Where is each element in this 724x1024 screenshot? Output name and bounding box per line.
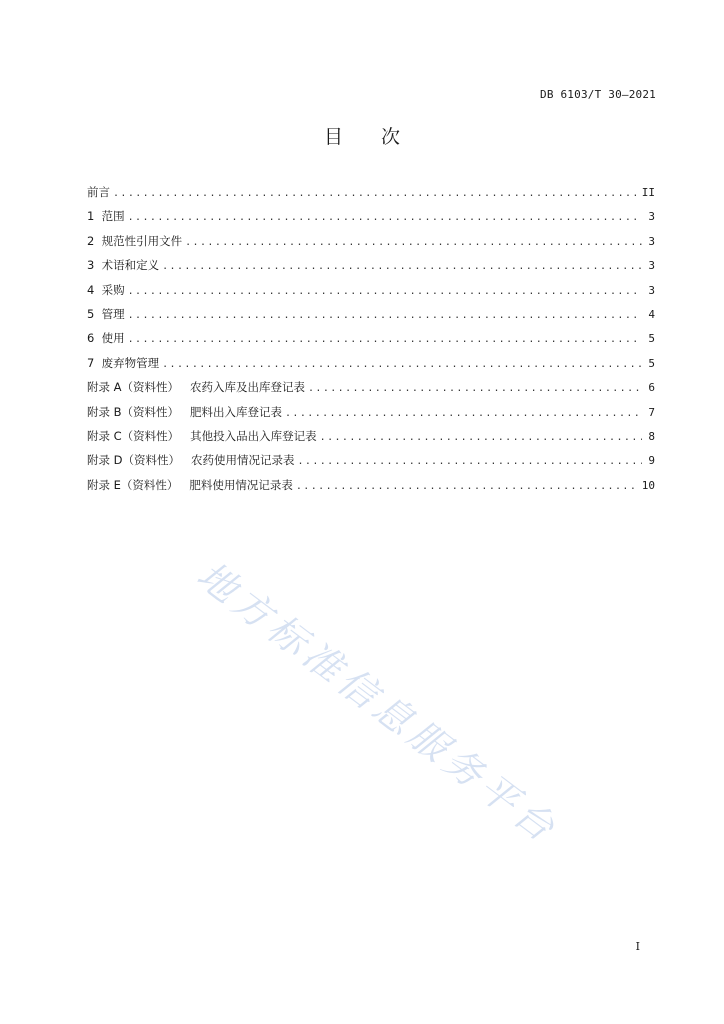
toc-entry-label: 5 管理 xyxy=(87,306,125,321)
toc-entry-appendix-b[interactable] xyxy=(87,404,655,428)
toc-entry-appendix-d[interactable] xyxy=(87,452,655,476)
title-char-2: 次 xyxy=(381,126,401,148)
toc-entry-page: II xyxy=(641,186,655,199)
toc-entry-label: 附录 B（资料性） 肥料出入库登记表 xyxy=(87,404,283,419)
toc-entry-page: 9 xyxy=(648,454,655,468)
toc-entry-scope[interactable] xyxy=(87,208,655,232)
toc-entry-page: 10 xyxy=(641,478,655,492)
toc-entry-procurement[interactable] xyxy=(87,282,655,306)
toc-entry-page: 3 xyxy=(648,259,655,273)
toc-entry-appendix-e[interactable] xyxy=(87,477,655,501)
toc-dot-leader xyxy=(162,359,642,370)
toc-entry-label: 附录 A（资料性） 农药入库及出库登记表 xyxy=(87,380,305,395)
toc-entry-label: 4 采购 xyxy=(87,282,125,297)
toc-entry-page: 3 xyxy=(648,234,655,248)
page-number: I xyxy=(635,940,640,953)
toc-entry-label: 前言 xyxy=(87,185,110,199)
toc-entry-page: 5 xyxy=(648,332,655,346)
toc-entry-label: 7 废弃物管理 xyxy=(87,355,160,370)
toc-entry-label: 附录 E（资料性） 肥料使用情况记录表 xyxy=(87,477,293,492)
toc-dot-leader xyxy=(128,310,642,321)
toc-entry-normative-references[interactable] xyxy=(87,233,655,257)
toc-dot-leader xyxy=(308,383,642,394)
toc-entry-usage[interactable] xyxy=(87,330,655,354)
toc-entry-label: 1 范围 xyxy=(87,209,125,224)
toc-entry-management[interactable] xyxy=(87,306,655,330)
standard-number: DB 6103/T 30—2021 xyxy=(540,88,656,101)
toc-dot-leader xyxy=(185,237,642,248)
toc-entry-label: 6 使用 xyxy=(87,331,125,346)
page-title xyxy=(0,122,724,149)
toc-entry-terms-definitions[interactable] xyxy=(87,257,655,281)
toc-dot-leader xyxy=(113,188,639,199)
toc-dot-leader xyxy=(128,334,642,345)
toc-entry-page: 3 xyxy=(648,210,655,224)
toc-dot-leader xyxy=(297,456,642,467)
toc-dot-leader xyxy=(296,481,639,492)
toc-entry-appendix-c[interactable] xyxy=(87,428,655,452)
toc-dot-leader xyxy=(320,432,642,443)
toc-entry-page: 4 xyxy=(648,307,655,321)
toc-dot-leader xyxy=(128,212,642,223)
toc-entry-foreword[interactable] xyxy=(87,184,655,208)
toc-entry-label: 2 规范性引用文件 xyxy=(87,233,183,248)
toc-entry-page: 7 xyxy=(648,405,655,419)
toc-dot-leader xyxy=(162,261,642,272)
toc-entry-page: 5 xyxy=(648,356,655,370)
toc-entry-page: 6 xyxy=(648,381,655,395)
toc-entry-page: 8 xyxy=(648,429,655,443)
watermark-text: 地方标准信息服务平台 xyxy=(188,552,567,853)
toc-entry-page: 3 xyxy=(648,283,655,297)
toc-dot-leader xyxy=(128,286,642,297)
title-char-1: 目 xyxy=(323,126,343,148)
toc-entry-label: 附录 C（资料性） 其他投入品出入库登记表 xyxy=(87,428,317,443)
toc-entry-appendix-a[interactable] xyxy=(87,379,655,403)
toc-entry-label: 3 术语和定义 xyxy=(87,258,160,273)
toc-entry-waste-management[interactable] xyxy=(87,355,655,379)
toc-entry-label: 附录 D（资料性） 农药使用情况记录表 xyxy=(87,453,295,468)
toc-dot-leader xyxy=(285,408,642,419)
table-of-contents xyxy=(87,184,655,501)
